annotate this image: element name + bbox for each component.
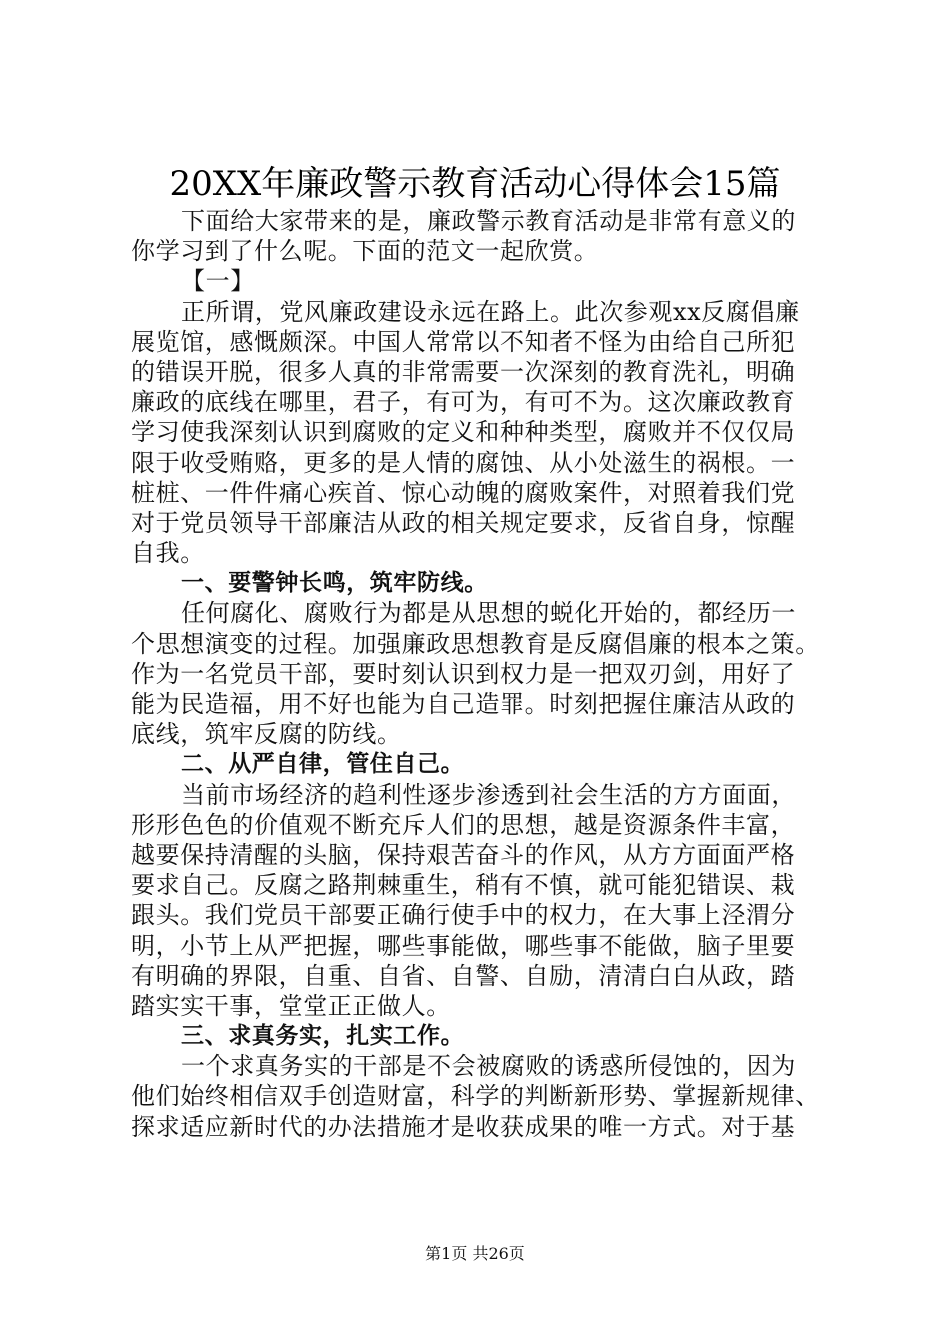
text-line: 对于党员领导干部廉洁从政的相关规定要求，反省自身，惊醒 [131, 508, 796, 537]
text-line: 能为民造福，用不好也能为自己造罪。时刻把握住廉洁从政的 [131, 690, 796, 718]
text-line: 明，小节上从严把握，哪些事能做，哪些事不能做，脑子里要 [131, 931, 796, 960]
page-footer: 第1页 共26页 [425, 1244, 525, 1263]
document-title: 20XX年廉政警示教育活动心得体会15篇 [169, 164, 781, 204]
text-line: 底线，筑牢反腐的防线。 [131, 720, 402, 749]
text-line: 你学习到了什么呢。下面的范文一起欣赏。 [131, 237, 599, 266]
text-line: 他们始终相信双手创造财富，科学的判断新形势、掌握新规律、 [131, 1082, 820, 1111]
text-line: 廉政的底线在哪里，君子，有可为，有可不为。这次廉政教育 [131, 388, 796, 417]
text-line: 的错误开脱，很多人真的非常需要一次深刻的教育洗礼，明确 [131, 357, 796, 386]
text-line: 任何腐化、腐败行为都是从思想的蜕化开始的，都经历一 [181, 599, 796, 628]
text-line: 限于收受贿赂，更多的是人情的腐蚀、从小处滋生的祸根。一 [131, 448, 796, 477]
section-heading: 三、求真务实，扎实工作。 [181, 1023, 465, 1050]
text-line: 下面给大家带来的是，廉政警示教育活动是非常有意义的 [181, 207, 796, 235]
text-line: 形形色色的价值观不断充斥人们的思想，越是资源条件丰富， [131, 810, 796, 839]
text-line: 踏实实干事，堂堂正正做人。 [131, 991, 451, 1020]
text-line: 当前市场经济的趋利性逐步渗透到社会生活的方方面面， [181, 780, 796, 809]
text-line: 有明确的界限，自重、自省、自警、自励，清清白白从政，踏 [131, 961, 796, 990]
section-marker: 【一】 [181, 267, 255, 296]
text-line: 桩桩、一件件痛心疾首、惊心动魄的腐败案件，对照着我们党 [131, 478, 796, 507]
text-line: 展览馆，感慨颇深。中国人常常以不知者不怪为由给自己所犯 [131, 327, 796, 356]
text-line: 正所谓，党风廉政建设永远在路上。此次参观xx反腐倡廉 [181, 297, 800, 326]
text-line: 学习使我深刻认识到腐败的定义和种种类型，腐败并不仅仅局 [131, 418, 796, 447]
text-line: 越要保持清醒的头脑，保持艰苦奋斗的作风，从方方面面严格 [131, 840, 796, 869]
text-line: 一个求真务实的干部是不会被腐败的诱惑所侵蚀的，因为 [181, 1052, 796, 1081]
document-body [131, 206, 831, 1142]
section-heading: 二、从严自律，管住自己。 [181, 751, 465, 778]
section-heading: 一、要警钟长鸣，筑牢防线。 [181, 570, 488, 597]
text-line: 跟头。我们党员干部要正确行使手中的权力，在大事上泾渭分 [131, 901, 796, 930]
text-line: 个思想演变的过程。加强廉政思想教育是反腐倡廉的根本之策。 [131, 629, 820, 658]
text-line: 作为一名党员干部，要时刻认识到权力是一把双刃剑，用好了 [131, 659, 796, 688]
text-line: 探求适应新时代的办法措施才是收获成果的唯一方式。对于基 [131, 1112, 796, 1141]
text-line: 要求自己。反腐之路荆棘重生，稍有不慎，就可能犯错误、栽 [131, 871, 796, 900]
text-line: 自我。 [131, 539, 205, 568]
